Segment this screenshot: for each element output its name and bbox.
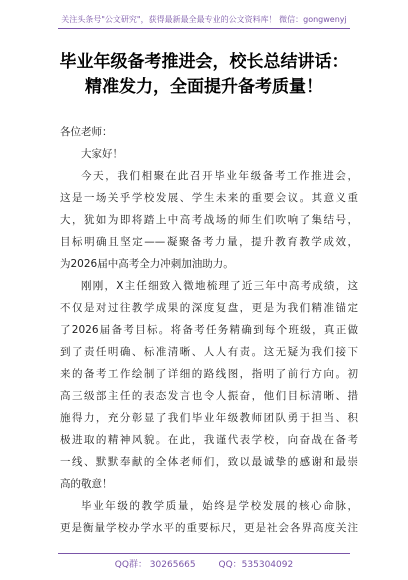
body-line: 施得力，充分彰显了我们毕业年级教师团队勇于担当、积: [60, 412, 358, 424]
body-line: 今天，我们相聚在此召开毕业年级备考工作推进会，: [81, 170, 358, 182]
body-line: 极进取的精神风貌。在此，我谨代表学校，向奋战在备考: [60, 434, 358, 446]
body-line: 一线、默默奉献的全体老师们，致以最诚挚的感谢和最崇: [60, 456, 358, 468]
body-line: 到了责任明确、标准清晰、人人有责。这无疑为我们接下: [60, 346, 358, 358]
body-line: 高的敬意！: [60, 478, 113, 490]
body-line: 来的备考工作绘制了详细的路线图，指明了前行方向。初: [60, 368, 358, 380]
body-line: 刚刚，X主任细致入微地梳理了近三年中高考成绩，这: [81, 280, 358, 292]
title-line-1: 毕业年级备考推进会，校长总结讲话：: [59, 52, 349, 72]
body-line: 这是一场关乎学校发展、学生未来的重要会议。其意义重: [60, 192, 358, 204]
title-line-2: 精准发力，全面提升备考质量！: [85, 77, 323, 97]
body-line: 大家好！: [81, 148, 123, 160]
body-line: 目标明确且坚定——凝聚备考力量，提升教育教学成效，: [60, 236, 358, 248]
body-line: 毕业年级的教学质量，始终是学校发展的核心命脉，: [81, 500, 358, 512]
body-line: 高三级部主任的表态发言也令人振奋，他们目标清晰、措: [60, 390, 358, 402]
body-line: 为2026届中高考全力冲刺加油助力。: [60, 258, 234, 270]
body-line: 更是衡量学校办学水平的重要标尺，更是社会各界高度关注: [60, 522, 358, 534]
document-header: 关注头条号"公文研究"，获得最新最全最专业的公文资料库！ 微信：gongwenyj: [61, 15, 347, 24]
document-body: [60, 143, 358, 539]
footer-divider: [58, 553, 350, 554]
salutation: 各位老师：: [60, 126, 113, 138]
body-line: 了2026届备考目标。将备考任务精确到每个班级，真正做: [60, 324, 358, 336]
footer-qq-group: QQ群： 30265665: [114, 560, 196, 570]
footer-qq: QQ：535304092: [218, 560, 294, 570]
body-line: 大，犹如为即将踏上中高考战场的师生们吹响了集结号，: [60, 214, 358, 226]
document-footer: [0, 557, 408, 570]
header-divider: [58, 28, 350, 29]
document-title: [0, 50, 408, 100]
body-line: 不仅是对过往教学成果的深度复盘，更是为我们精准锚定: [60, 302, 358, 314]
